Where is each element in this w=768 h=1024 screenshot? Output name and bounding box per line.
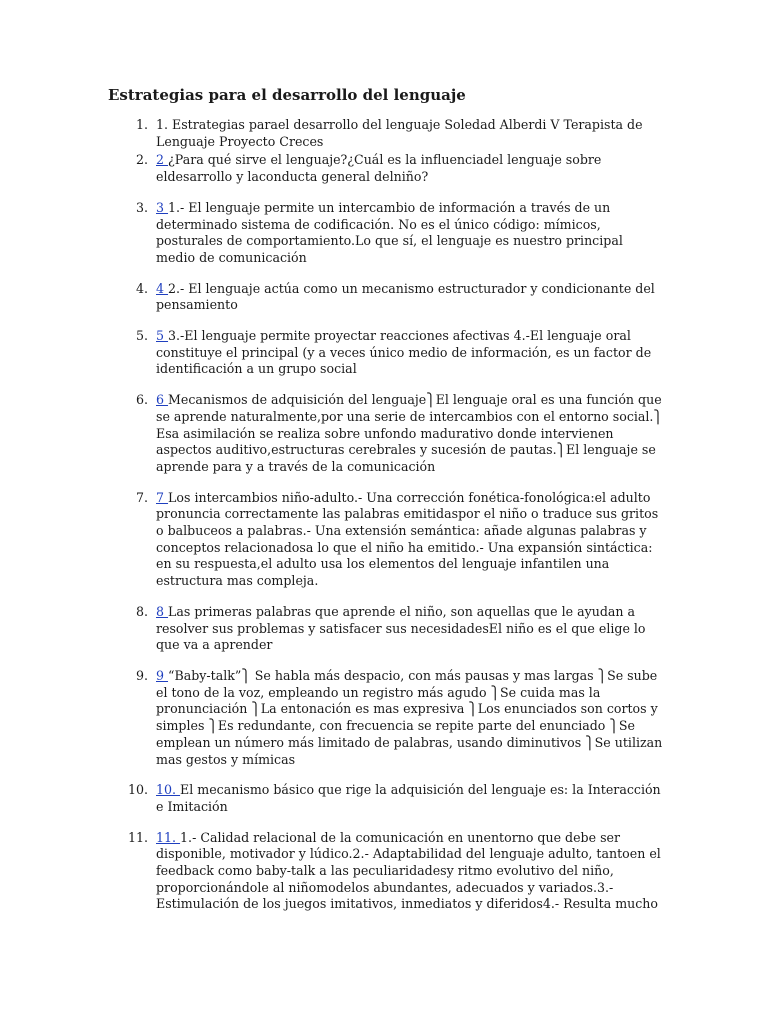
list-item <box>0 830 768 914</box>
item-text: “Baby-talk”⎫ Se habla más despacio, con más pausas y mas largas ⎫Se sube el tono de la voz, empleando un registro más agudo ⎫Se cuida mas la pronunciación ⎫La entonación es mas expresiva ⎫Los enunciados son cortos y simples ⎫Es redundante, con frecuencia se repite parte del enunciado ⎫Se emplean un número más limitado de palabras, usando diminutivos ⎫Se utilizan mas gestos y mímicas <box>156 667 663 767</box>
document-title: Estrategias para el desarrollo del lenguaje <box>108 86 466 104</box>
item-text: 1.- El lenguaje permite un intercambio de información a través de un determinado sistema de codificación. No es el único código: mímicos, posturales de comportamiento.Lo que sí, el lenguaje es nuestro principal medio de comunicación <box>156 199 623 265</box>
item-number: 2. <box>135 152 148 168</box>
item-link[interactable]: 4 <box>156 280 169 296</box>
item-text: 1. Estrategias parael desarrollo del lenguaje Soledad Alberdi V Terapista de Lenguaje Proyecto Creces <box>156 117 643 149</box>
item-link[interactable]: 3 <box>156 199 169 215</box>
item-number: 1. <box>135 117 148 132</box>
item-text: ¿Para qué sirve el lenguaje?¿Cuál es la influenciadel lenguaje sobre eldesarrollo y laconducta general delniño? <box>156 152 602 185</box>
item-number: 4. <box>135 280 148 296</box>
list-item <box>0 392 768 476</box>
item-text: Los intercambios niño-adulto.- Una corrección fonética-fonológica:el adulto pronuncia correctamente las palabras emitidaspor el niño o traduce sus gritos o balbuceos a palabras.- Una extensión semántica: añade algunas palabras y conceptos relacionadosa lo que el niño ha emitido.- Una expansión sintáctica: en su respuesta,el adulto usa los elementos del lenguaje infantilen una estructura mas compleja. <box>156 489 659 589</box>
item-text: El mecanismo básico que rige la adquisición del lenguaje es: la Interacción e Imitación <box>156 782 661 814</box>
item-number: 10. <box>127 782 148 798</box>
item-number: 8. <box>135 603 148 619</box>
item-text: 3.-El lenguaje permite proyectar reacciones afectivas 4.-El lenguaje oral constituye el principal (y a veces único medio de información, es un factor de identificación a un grupo social <box>156 328 652 377</box>
list-item <box>0 782 768 815</box>
list-item <box>0 328 768 378</box>
item-link[interactable]: 5 <box>156 328 169 344</box>
item-text: 1.- Calidad relacional de la comunicación en unentorno que debe ser disponible, motivador y lúdico.2.- Adaptabilidad del lenguaje adulto, tantoen el feedback como baby-talk a las peculiaridadesy ritmo evolutivo del niño, proporcionándole al niñomodelos abundantes, adecuados y variados.3.- Estimulación de los juegos imitativos, inmediatos y diferidos4.- Resulta mucho <box>156 829 661 912</box>
list-item <box>0 117 768 150</box>
item-text: Las primeras palabras que aprende el niño, son aquellas que le ayudan a resolver sus problemas y satisfacer sus necesidadesEl niño es el que elige lo que va a aprender <box>156 603 646 653</box>
item-link[interactable]: 10. <box>156 782 181 798</box>
list-item <box>0 200 768 267</box>
content-list <box>0 117 768 927</box>
item-number: 7. <box>135 489 148 505</box>
item-link[interactable]: 2 <box>156 152 169 168</box>
item-link[interactable]: 6 <box>156 392 169 408</box>
item-number: 5. <box>135 328 148 344</box>
item-link[interactable]: 9 <box>156 667 169 683</box>
item-link[interactable]: 11. <box>156 829 181 845</box>
item-text: Mecanismos de adquisición del lenguaje⎫El lenguaje oral es una función que se aprende naturalmente,por una serie de intercambios con el entorno social.⎫ Esa asimilación se realiza sobre unfondo madurativo donde intervienen aspectos auditivo,estructuras cerebrales y sucesión de pautas.⎫El lenguaje se aprende para y a través de la comunicación <box>156 392 663 474</box>
item-link[interactable]: 7 <box>156 489 169 505</box>
item-number: 3. <box>135 199 148 215</box>
list-item <box>0 281 768 314</box>
list-item <box>0 668 768 768</box>
list-item <box>0 604 768 654</box>
list-item <box>0 490 768 590</box>
item-number: 11. <box>127 829 148 845</box>
item-number: 6. <box>135 392 148 408</box>
item-number: 9. <box>135 667 148 683</box>
item-text: 2.- El lenguaje actúa como un mecanismo estructurador y condicionante del pensamiento <box>156 280 655 313</box>
item-link[interactable]: 8 <box>156 603 169 619</box>
list-item <box>0 152 768 185</box>
